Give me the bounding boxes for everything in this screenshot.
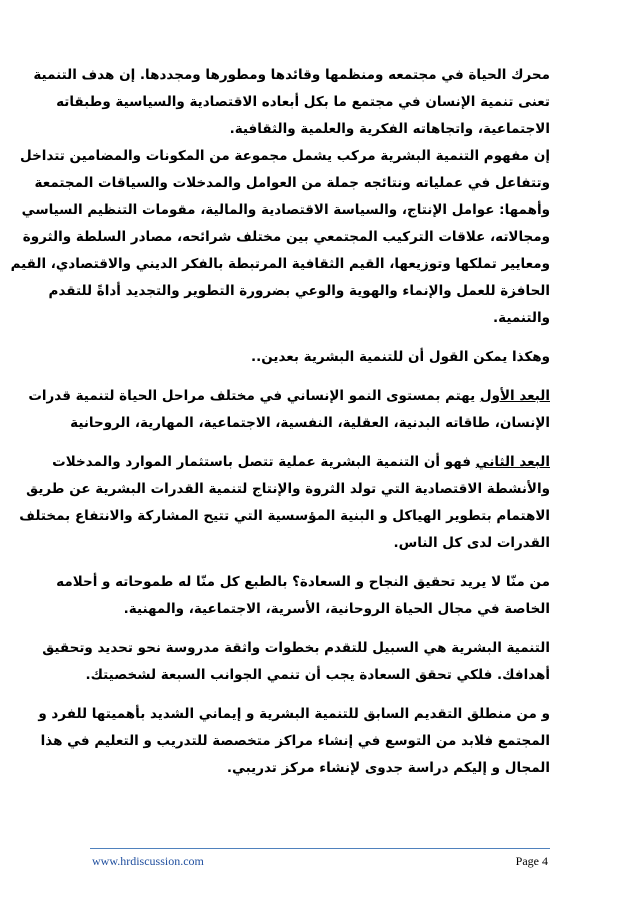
text-line: الاهتمام بتطوير الهياكل و البنية المؤسسية التي تتيح المشاركة والانتفاع بمختلف [19, 508, 550, 524]
text-line: المجال و إليكم دراسة جدوى لإنشاء مركز تدريبي. [226, 760, 550, 776]
paragraph-7 [42, 635, 550, 689]
text-line: الإنسان، طاقاته البدنية، العقلية، النفسية، الاجتماعية، المهارية، الروحانية [70, 415, 550, 431]
text-line: تعنى تنمية الإنسان في مجتمع ما بكل أبعاده الاقتصادية والسياسية وطبقاته [56, 94, 550, 110]
text-line [28, 383, 550, 410]
text-line: التنمية البشرية هي السبيل للتقدم بخطوات واثقة مدروسة نحو تحديد وتحقيق [42, 640, 550, 656]
paragraph-dimension-2 [19, 449, 550, 557]
text-line: الاجتماعية، واتجاهاته الفكرية والعلمية والثقافية. [229, 121, 550, 137]
text-line: والأنشطة الاقتصادية التي تولد الثروة والإنتاج لتنمية القدرات البشرية عن طريق [26, 481, 550, 497]
text-line: ومعايير تملكها وتوزيعها، القيم الثقافية المرتبطة بالفكر الديني والاقتصادي، القيم [10, 256, 550, 272]
paragraph-6 [56, 569, 550, 623]
text-line: محرك الحياة في مجتمعه ومنظمها وقائدها ومطورها ومجددها. إن هدف التنمية [33, 67, 550, 83]
text-line: الحافزة للعمل والإنماء والهوية والوعي بضرورة التطوير والتجديد أداةً للتقدم [48, 283, 550, 299]
paragraph-dimension-1 [28, 383, 550, 437]
text-line [52, 449, 550, 476]
text-line: وتتفاعل في عملياته ونتائجه جملة من العوامل والمدخلات والسياقات المجتمعة [34, 175, 550, 191]
dimension-2-heading: البعد الثاني [475, 454, 550, 470]
text-line: الخاصة في مجال الحياة الروحانية، الأسرية، الاجتماعية، والمهنية. [123, 601, 550, 617]
dimension-1-heading: البعد الأول [479, 388, 550, 404]
document-body [10, 62, 550, 782]
paragraph-8 [38, 701, 550, 782]
text-line: ومجالاته، علاقات التركيب المجتمعي بين مختلف شرائحه، مصادر السلطة والثروة [22, 229, 550, 245]
page-number: Page 4 [515, 854, 548, 868]
text-line: إن مفهوم التنمية البشرية مركب يشمل مجموعة من المكونات والمضامين تتداخل [20, 148, 550, 164]
paragraph-2 [10, 143, 550, 332]
footer-divider [90, 848, 550, 849]
paragraph-1 [33, 62, 550, 143]
text-line: وأهمها: عوامل الإنتاج، والسياسة الاقتصادية والمالية، مقومات التنظيم السياسي [21, 202, 550, 218]
text-line: والتنمية. [493, 310, 550, 326]
text-line: و من منطلق التقديم السابق للتنمية البشرية و إيماني الشديد بأهميتها للفرد و [38, 706, 550, 722]
footer-website-link[interactable]: www.hrdiscussion.com [92, 854, 204, 868]
paragraph-3 [90, 344, 550, 371]
text-run: فهو أن التنمية البشرية عملية تتصل باستثمار الموارد والمدخلات [52, 454, 476, 470]
text-line: وهكذا يمكن القول أن للتنمية البشرية بعدين.. [251, 349, 550, 365]
text-line: القدرات لدى كل الناس. [393, 535, 550, 551]
text-line: من منّا لا يريد تحقيق النجاح و السعادة؟ بالطبع كل منّا له طموحاته و أحلامه [56, 574, 550, 590]
text-line: أهدافك. فلكي تحقق السعادة يجب أن تنمي الجوانب السبعة لشخصيتك. [85, 667, 550, 683]
text-line: المجتمع فلابد من التوسع في إنشاء مراكز متخصصة للتدريب و التعليم في هذا [40, 733, 550, 749]
text-run: يهتم بمستوى النمو الإنساني في مختلف مراحل الحياة لتنمية قدرات [28, 388, 480, 404]
